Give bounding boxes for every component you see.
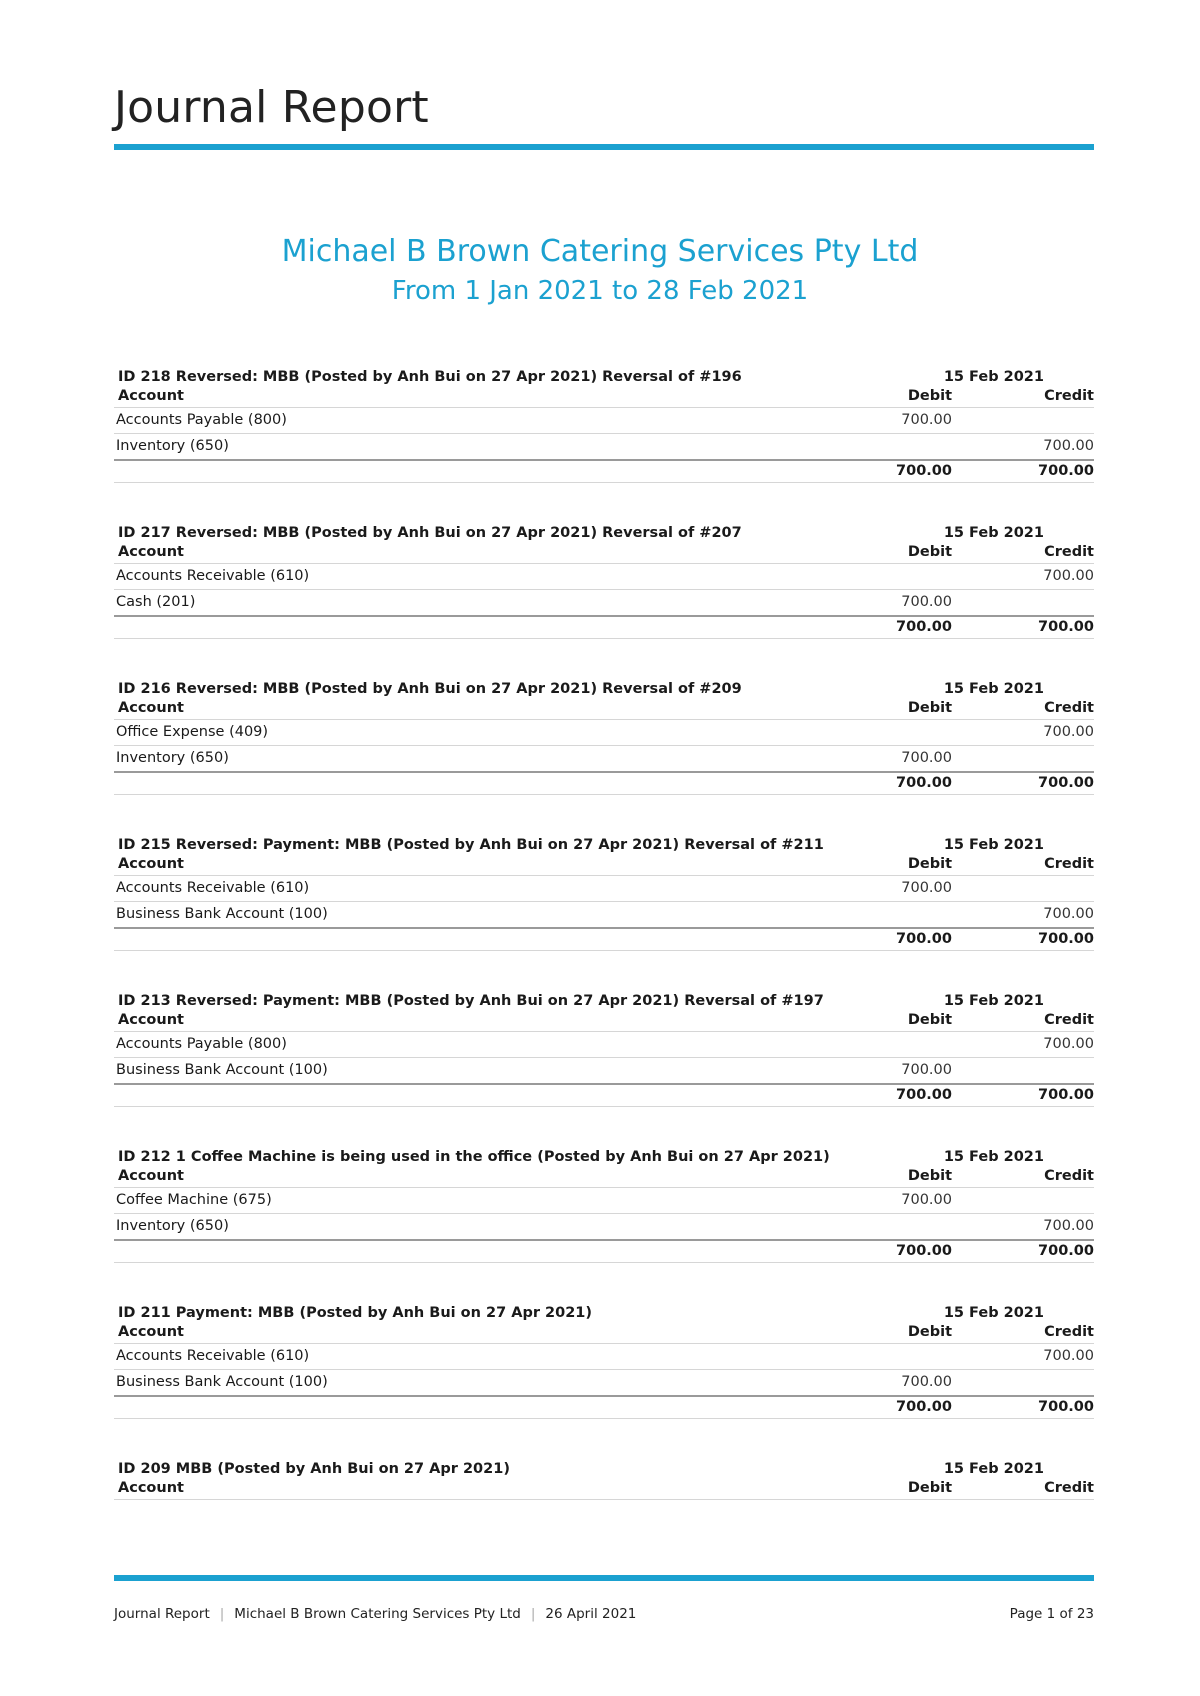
- total-debit: 700.00: [896, 619, 952, 635]
- column-header-debit: Debit: [907, 388, 952, 404]
- column-header-credit: Credit: [1044, 1480, 1094, 1496]
- journal-line: [114, 720, 1094, 746]
- page-footer: [114, 1606, 1094, 1626]
- total-debit: 700.00: [896, 463, 952, 479]
- journal-date: 15 Feb 2021: [943, 1305, 1044, 1321]
- column-header-credit: Credit: [1044, 1324, 1094, 1340]
- journal-line: [114, 1344, 1094, 1370]
- column-header-debit: Debit: [907, 1012, 952, 1028]
- column-headers: [114, 856, 1094, 876]
- journal-totals: [114, 1085, 1094, 1107]
- column-header-debit: Debit: [907, 1480, 952, 1496]
- journal-date: 15 Feb 2021: [943, 369, 1044, 385]
- column-headers: [114, 1168, 1094, 1188]
- journal-line: [114, 902, 1094, 929]
- total-credit: 700.00: [1038, 931, 1094, 947]
- journal-date: 15 Feb 2021: [943, 525, 1044, 541]
- journal-header: [114, 525, 1094, 544]
- line-debit: 700.00: [901, 412, 952, 428]
- line-account: Business Bank Account (100): [116, 906, 328, 922]
- line-credit: 700.00: [1043, 724, 1094, 740]
- line-debit: 700.00: [901, 1192, 952, 1208]
- journal-description: ID 213 Reversed: Payment: MBB (Posted by Anh Bui on 27 Apr 2021) Reversal of #197: [118, 993, 824, 1009]
- line-account: Inventory (650): [116, 750, 229, 766]
- line-account: Inventory (650): [116, 438, 229, 454]
- total-credit: 700.00: [1038, 1399, 1094, 1415]
- column-headers: [114, 1012, 1094, 1032]
- line-account: Office Expense (409): [116, 724, 269, 740]
- column-header-credit: Credit: [1044, 1168, 1094, 1184]
- journal-date: 15 Feb 2021: [943, 993, 1044, 1009]
- total-debit: 700.00: [896, 1087, 952, 1103]
- journal-totals: [114, 929, 1094, 951]
- journal-line: [114, 1058, 1094, 1085]
- journal-entry: [114, 1149, 1094, 1305]
- column-header-credit: Credit: [1044, 1012, 1094, 1028]
- footer-separator: |: [530, 1606, 536, 1622]
- column-header-debit: Debit: [907, 544, 952, 560]
- footer-company: Michael B Brown Catering Services Pty Ltd: [234, 1606, 521, 1622]
- journal-totals: [114, 461, 1094, 483]
- journal-line: [114, 1032, 1094, 1058]
- company-name: Michael B Brown Catering Services Pty Ltd: [281, 234, 919, 269]
- journal-description: ID 216 Reversed: MBB (Posted by Anh Bui on 27 Apr 2021) Reversal of #209: [118, 681, 742, 697]
- journal-header: [114, 681, 1094, 700]
- column-header-account: Account: [118, 1168, 184, 1184]
- journal-line: [114, 408, 1094, 434]
- journal-totals: [114, 773, 1094, 795]
- journal-description: ID 211 Payment: MBB (Posted by Anh Bui on 27 Apr 2021): [118, 1305, 593, 1321]
- journal-entry: [114, 369, 1094, 525]
- column-header-debit: Debit: [907, 1324, 952, 1340]
- total-debit: 700.00: [896, 775, 952, 791]
- journal-date: 15 Feb 2021: [943, 837, 1044, 853]
- journal-totals: [114, 1397, 1094, 1419]
- column-header-account: Account: [118, 388, 184, 404]
- total-credit: 700.00: [1038, 775, 1094, 791]
- title-rule: [114, 144, 1094, 150]
- line-account: Cash (201): [116, 594, 196, 610]
- journal-line: [114, 876, 1094, 902]
- line-account: Business Bank Account (100): [116, 1374, 328, 1390]
- journal-header: [114, 1149, 1094, 1168]
- column-header-account: Account: [118, 1012, 184, 1028]
- journal-header: [114, 369, 1094, 388]
- footer-page-number: Page 1 of 23: [1009, 1606, 1094, 1622]
- journal-list: [114, 369, 1094, 1617]
- journal-line: [114, 1214, 1094, 1241]
- footer-separator: |: [219, 1606, 225, 1622]
- journal-description: ID 218 Reversed: MBB (Posted by Anh Bui on 27 Apr 2021) Reversal of #196: [118, 369, 742, 385]
- line-debit: 700.00: [901, 1062, 952, 1078]
- footer-rule: [114, 1575, 1094, 1581]
- total-credit: 700.00: [1038, 619, 1094, 635]
- journal-totals: [114, 1241, 1094, 1263]
- line-account: Accounts Payable (800): [116, 412, 287, 428]
- total-debit: 700.00: [896, 1243, 952, 1259]
- column-header-credit: Credit: [1044, 544, 1094, 560]
- journal-description: ID 212 1 Coffee Machine is being used in the office (Posted by Anh Bui on 27 Apr 2021): [118, 1149, 830, 1165]
- journal-header: [114, 993, 1094, 1012]
- column-header-debit: Debit: [907, 856, 952, 872]
- journal-header: [114, 837, 1094, 856]
- column-headers: [114, 1324, 1094, 1344]
- journal-description: ID 215 Reversed: Payment: MBB (Posted by Anh Bui on 27 Apr 2021) Reversal of #211: [118, 837, 824, 853]
- column-header-account: Account: [118, 856, 184, 872]
- journal-entry: [114, 1305, 1094, 1461]
- footer-report-name: Journal Report: [114, 1606, 210, 1622]
- column-header-credit: Credit: [1044, 700, 1094, 716]
- journal-description: ID 217 Reversed: MBB (Posted by Anh Bui on 27 Apr 2021) Reversal of #207: [118, 525, 742, 541]
- journal-line: [114, 564, 1094, 590]
- journal-line: [114, 590, 1094, 617]
- footer-date: 26 April 2021: [545, 1606, 637, 1622]
- journal-entry: [114, 681, 1094, 837]
- journal-entry: [114, 837, 1094, 993]
- line-credit: 700.00: [1043, 906, 1094, 922]
- column-header-account: Account: [118, 700, 184, 716]
- journal-line: [114, 434, 1094, 461]
- line-credit: 700.00: [1043, 1218, 1094, 1234]
- line-account: Accounts Payable (800): [116, 1036, 287, 1052]
- column-headers: [114, 544, 1094, 564]
- journal-header: [114, 1305, 1094, 1324]
- line-debit: 700.00: [901, 750, 952, 766]
- column-headers: [114, 700, 1094, 720]
- column-header-credit: Credit: [1044, 856, 1094, 872]
- line-debit: 700.00: [901, 1374, 952, 1390]
- journal-date: 15 Feb 2021: [943, 1149, 1044, 1165]
- line-account: Accounts Receivable (610): [116, 880, 310, 896]
- journal-date: 15 Feb 2021: [943, 681, 1044, 697]
- line-credit: 700.00: [1043, 1036, 1094, 1052]
- line-account: Accounts Receivable (610): [116, 568, 310, 584]
- journal-line: [114, 1370, 1094, 1397]
- line-credit: 700.00: [1043, 568, 1094, 584]
- report-period: From 1 Jan 2021 to 28 Feb 2021: [391, 276, 809, 306]
- column-header-credit: Credit: [1044, 388, 1094, 404]
- journal-line: [114, 746, 1094, 773]
- total-debit: 700.00: [896, 1399, 952, 1415]
- column-headers: [114, 1480, 1094, 1500]
- total-debit: 700.00: [896, 931, 952, 947]
- column-header-account: Account: [118, 1480, 184, 1496]
- line-debit: 700.00: [901, 880, 952, 896]
- total-credit: 700.00: [1038, 463, 1094, 479]
- journal-line: [114, 1188, 1094, 1214]
- column-header-debit: Debit: [907, 700, 952, 716]
- journal-date: 15 Feb 2021: [943, 1461, 1044, 1477]
- column-header-account: Account: [118, 544, 184, 560]
- column-header-debit: Debit: [907, 1168, 952, 1184]
- journal-header: [114, 1461, 1094, 1480]
- line-account: Business Bank Account (100): [116, 1062, 328, 1078]
- total-credit: 700.00: [1038, 1243, 1094, 1259]
- journal-entry: [114, 993, 1094, 1149]
- report-title: Journal Report: [114, 82, 429, 133]
- line-credit: 700.00: [1043, 438, 1094, 454]
- journal-totals: [114, 617, 1094, 639]
- journal-entry: [114, 525, 1094, 681]
- total-credit: 700.00: [1038, 1087, 1094, 1103]
- line-account: Inventory (650): [116, 1218, 229, 1234]
- journal-description: ID 209 MBB (Posted by Anh Bui on 27 Apr 2021): [118, 1461, 510, 1477]
- column-header-account: Account: [118, 1324, 184, 1340]
- line-debit: 700.00: [901, 594, 952, 610]
- column-headers: [114, 388, 1094, 408]
- line-credit: 700.00: [1043, 1348, 1094, 1364]
- journal-entry: [114, 1461, 1094, 1617]
- line-account: Coffee Machine (675): [116, 1192, 272, 1208]
- line-account: Accounts Receivable (610): [116, 1348, 310, 1364]
